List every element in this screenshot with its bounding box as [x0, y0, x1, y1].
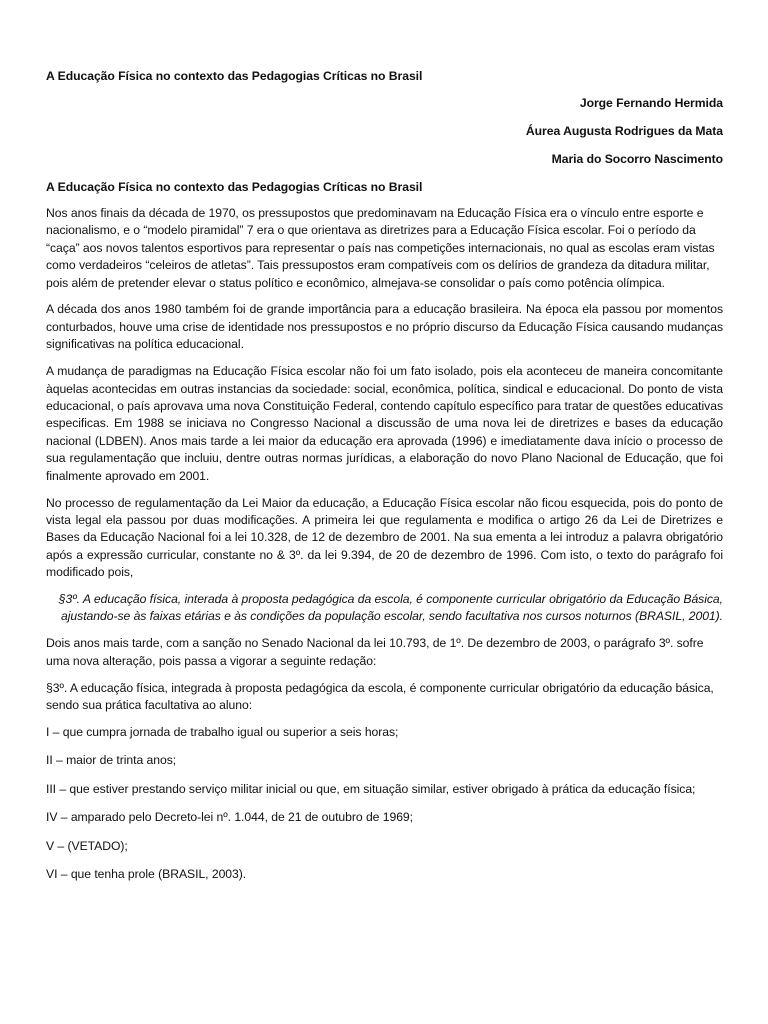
list-item: IV – amparado pelo Decreto-lei nº. 1.044, de 21 de outubro de 1969;: [46, 810, 413, 825]
legal-quote: §3º. A educação física, interada à proposta pedagógica da escola, é componente curricular obrigatório da Educação Básica, ajustando-se às faixas etárias e às condições da população escolar, sendo facultativa nos cursos noturnos (BRASIL, 2001).: [58, 592, 723, 624]
body-paragraph: A mudança de paradigmas na Educação Física escolar não foi um fato isolado, pois ela aconteceu de maneira concomitante àquelas acontecidas em outras instancias da sociedade: social, econômica, política, sindical e educacional. Do ponto de vista educacional, o país aprovava uma nova Constituição Federal, contendo capítulo específico para tratar de questões educativas especificas. Em 1988 se iniciava no Congresso Nacional a discussão de uma nova lei de diretrizes e bases da educação nacional (LDBEN). Anos mais tarde a lei maior da educação era aprovada (1996) e imediatamente dava início o processo de sua regulamentação que incluiu, dentre outras normas jurídicas, a elaboração do novo Plano Nacional de Educação, que foi finalmente aprovado em 2001.: [46, 364, 723, 483]
list-item: III – que estiver prestando serviço militar inicial ou que, em situação similar, estiver obrigado à prática da educação física;: [46, 781, 696, 796]
section-title: A Educação Física no contexto das Pedagogias Críticas no Brasil: [46, 179, 423, 194]
list-item: V – (VETADO);: [46, 838, 128, 853]
body-paragraph: Dois anos mais tarde, com a sanção no Senado Nacional da lei 10.793, de 1º. De dezembro de 2003, o parágrafo 3º. sofre uma nova alteração, pois passa a vigorar a seguinte redação:: [46, 636, 704, 668]
list-item: VI – que tenha prole (BRASIL, 2003).: [46, 867, 247, 882]
author-name: Áurea Augusta Rodrigues da Mata: [525, 124, 723, 139]
author-name: Jorge Fernando Hermida: [579, 96, 723, 111]
body-paragraph: §3º. A educação física, integrada à proposta pedagógica da escola, é componente curricular obrigatório da educação básica, sendo sua prática facultativa ao aluno:: [46, 680, 714, 713]
document-page: [46, 68, 723, 894]
document-title: A Educação Física no contexto das Pedagogias Críticas no Brasil: [46, 69, 423, 83]
author-name: Maria do Socorro Nascimento: [551, 151, 723, 166]
list-item: I – que cumpra jornada de trabalho igual ou superior a seis horas;: [46, 724, 399, 739]
body-paragraph: Nos anos finais da década de 1970, os pressupostos que predominavam na Educação Física era o vínculo entre esporte e nacionalismo, e o “modelo piramidal” 7 era o que orientava as diretrizes para a Educação Física escolar. Foi o período da “caça” aos novos talentos esportivos para representar o país nas competições internacionais, no qual as escolas eram vistas como verdadeiros “celeiros de atletas”. Tais pressupostos eram compatíveis com os delírios de grandeza da ditadura militar, pois além de pretender elevar o status político e econômico, almejava-se consolidar o país como potência olímpica.: [46, 205, 715, 290]
list-item: II – maior de trinta anos;: [46, 753, 177, 768]
body-paragraph: A década dos anos 1980 também foi de grande importância para a educação brasileira. Na época ela passou por momentos conturbados, houve uma crise de identidade nos pressupostos e no próprio discurso da Educação Física causando mudanças significativas na política educacional.: [46, 302, 723, 352]
body-paragraph: No processo de regulamentação da Lei Maior da educação, a Educação Física escolar não ficou esquecida, pois do ponto de vista legal ela passou por duas modificações. A primeira lei que regulamenta e modifica o artigo 26 da Lei de Diretrizes e Bases da Educação Nacional foi a lei 10.328, de 12 de dezembro de 2001. Na sua ementa a lei introduz a palavra obrigatório após a expressão curricular, constante no & 3º. da lei 9.394, de 20 de dezembro de 1996. Com isto, o texto do parágrafo foi modificado pois,: [46, 495, 723, 580]
